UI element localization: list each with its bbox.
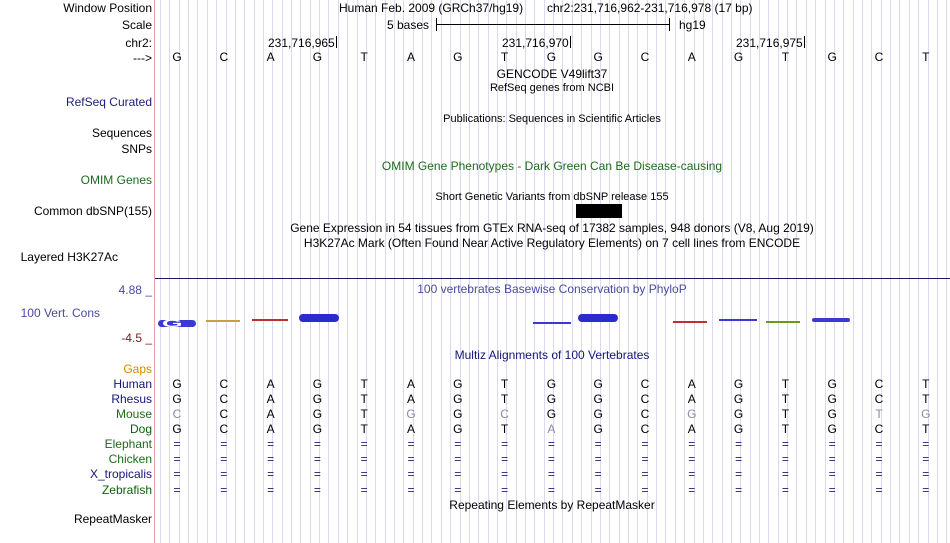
alignment-base: = xyxy=(454,452,462,466)
alignment-base: G xyxy=(172,392,182,406)
alignment-base: T xyxy=(781,377,790,391)
alignment-base: T xyxy=(360,392,368,406)
phylop-mark-7 xyxy=(673,321,707,323)
scale-bar-text: 5 bases xyxy=(387,18,430,32)
reference-base: T xyxy=(360,50,368,64)
reference-base: G xyxy=(733,50,744,64)
alignment-base: G xyxy=(593,392,603,406)
alignment-base: G xyxy=(312,422,323,436)
alignment-base: = xyxy=(828,467,836,481)
alignment-base: = xyxy=(313,483,321,497)
alignment-base: = xyxy=(454,467,462,481)
track-label-refseq[interactable]: RefSeq Curated xyxy=(65,95,152,109)
alignment-base: = xyxy=(688,437,696,451)
alignment-base: = xyxy=(875,437,883,451)
gridline xyxy=(422,0,423,543)
gridline xyxy=(712,0,713,543)
alignment-base: = xyxy=(594,467,602,481)
gridline xyxy=(207,0,208,543)
alignment-base: = xyxy=(547,437,555,451)
coord-tick-3: 231,716,975 xyxy=(736,36,803,50)
track-title-dbsnp[interactable]: Short Genetic Variants from dbSNP release 155 xyxy=(435,191,669,203)
window-position-value: chr2:231,716,962-231,716,978 (17 bp) xyxy=(547,1,753,15)
alignment-base: = xyxy=(407,467,415,481)
alignment-base: = xyxy=(267,437,275,451)
alignment-base: = xyxy=(267,452,275,466)
track-label-gaps[interactable]: Gaps xyxy=(123,362,152,376)
alignment-base: G xyxy=(593,377,603,391)
alignment-base: = xyxy=(688,483,696,497)
alignment-base: C xyxy=(500,407,509,421)
gridline xyxy=(899,0,900,543)
species-label[interactable]: Rhesus xyxy=(111,392,152,406)
alignment-base: T xyxy=(360,422,368,436)
gridline xyxy=(328,0,329,543)
strand-arrow-label[interactable]: ---> xyxy=(133,51,152,65)
alignment-base: = xyxy=(735,483,743,497)
alignment-base: G xyxy=(733,407,744,421)
gridline xyxy=(291,0,292,543)
gridline xyxy=(675,0,676,543)
gridline xyxy=(197,0,198,543)
alignment-base: = xyxy=(922,483,930,497)
alignment-base: G xyxy=(312,392,323,406)
assembly-title: Human Feb. 2009 (GRCh37/hg19) xyxy=(339,1,524,15)
alignment-base: T xyxy=(360,407,368,421)
species-label[interactable]: Dog xyxy=(129,422,152,436)
gridline xyxy=(431,0,432,543)
window-position-label: Window Position xyxy=(63,1,152,15)
track-title-phylop[interactable]: 100 vertebrates Basewise Conservation by PhyloP xyxy=(417,282,687,296)
alignment-base: = xyxy=(735,467,743,481)
track-title-multiz[interactable]: Multiz Alignments of 100 Vertebrates xyxy=(454,348,650,362)
alignment-base: C xyxy=(172,407,182,421)
track-title-refseq[interactable]: RefSeq genes from NCBI xyxy=(489,82,615,94)
alignment-base: = xyxy=(641,467,649,481)
alignment-base: = xyxy=(313,437,321,451)
alignment-base: G xyxy=(546,407,557,421)
alignment-base: = xyxy=(173,483,181,497)
alignment-base: A xyxy=(687,392,696,406)
alignment-base: = xyxy=(641,437,649,451)
track-label-snps[interactable]: SNPs xyxy=(121,142,152,156)
alignment-base: T xyxy=(781,392,790,406)
alignment-base: G xyxy=(827,422,837,436)
alignment-base: = xyxy=(220,467,228,481)
alignment-base: = xyxy=(828,452,836,466)
alignment-base: T xyxy=(922,377,930,391)
alignment-base: G xyxy=(921,407,931,421)
gridline xyxy=(394,0,395,543)
alignment-base: = xyxy=(547,452,555,466)
phylop-mark-2 xyxy=(206,320,240,322)
alignment-base: = xyxy=(688,452,696,466)
alignment-base: C xyxy=(874,392,884,406)
reference-base: G xyxy=(312,50,323,64)
scale-bar xyxy=(436,18,670,32)
alignment-base: G xyxy=(312,407,323,421)
label-divider xyxy=(154,0,155,543)
alignment-base: A xyxy=(406,422,415,436)
phylop-mark-6 xyxy=(578,314,618,322)
coord-tick-2: 231,716,970 xyxy=(502,36,569,50)
gridline xyxy=(347,0,348,543)
reference-base: C xyxy=(640,50,650,64)
alignment-base: = xyxy=(594,483,602,497)
alignment-base: C xyxy=(219,392,229,406)
reference-base: G xyxy=(593,50,603,64)
alignment-base: = xyxy=(220,452,228,466)
phylop-mark-5 xyxy=(533,322,571,324)
species-label[interactable]: Human xyxy=(113,377,152,391)
phylop-letter-1: G xyxy=(162,318,183,330)
gridline xyxy=(469,0,470,543)
gridline xyxy=(815,0,816,543)
alignment-base: = xyxy=(641,452,649,466)
species-label[interactable]: X_tropicalis xyxy=(89,467,152,481)
gridline xyxy=(385,0,386,543)
track-label-sequences[interactable]: Sequences xyxy=(91,126,152,140)
alignment-base: C xyxy=(640,392,650,406)
alignment-base: = xyxy=(360,467,368,481)
alignment-base: = xyxy=(547,467,555,481)
alignment-base: = xyxy=(781,467,789,481)
phylop-ymax-label: 4.88 _ xyxy=(118,283,152,297)
alignment-base: A xyxy=(547,422,556,436)
reference-base: A xyxy=(406,50,415,64)
gridline xyxy=(946,0,947,543)
alignment-base: = xyxy=(688,467,696,481)
dbsnp-variant-block[interactable] xyxy=(576,204,622,218)
track-separator xyxy=(155,278,950,279)
alignment-base: A xyxy=(266,422,275,436)
alignment-base: = xyxy=(922,437,930,451)
gridline xyxy=(338,0,339,543)
gridline xyxy=(628,0,629,543)
alignment-base: G xyxy=(312,377,323,391)
gridline xyxy=(937,0,938,543)
alignment-base: = xyxy=(407,483,415,497)
species-label[interactable]: Elephant xyxy=(104,437,152,451)
alignment-base: T xyxy=(360,377,368,391)
alignment-base: G xyxy=(687,407,697,421)
alignment-base: A xyxy=(406,392,415,406)
phylop-mark-3 xyxy=(252,319,288,321)
alignment-base: G xyxy=(453,422,463,436)
alignment-base: = xyxy=(781,452,789,466)
coord-tick-1: 231,716,965 xyxy=(268,36,335,50)
alignment-base: G xyxy=(406,407,416,421)
alignment-base: = xyxy=(735,437,743,451)
gridline xyxy=(375,0,376,543)
gridline xyxy=(843,0,844,543)
alignment-base: G xyxy=(546,392,557,406)
alignment-base: = xyxy=(594,437,602,451)
alignment-base: = xyxy=(501,483,509,497)
alignment-base: T xyxy=(500,392,509,406)
alignment-base: = xyxy=(407,437,415,451)
scale-label: Scale xyxy=(121,18,152,32)
gridline xyxy=(300,0,301,543)
alignment-base: = xyxy=(922,452,930,466)
alignment-base: = xyxy=(454,437,462,451)
gridline xyxy=(703,0,704,543)
gridline xyxy=(806,0,807,543)
alignment-base: G xyxy=(827,407,837,421)
alignment-base: T xyxy=(875,407,883,421)
track-title-repeatmasker[interactable]: Repeating Elements by RepeatMasker xyxy=(449,498,655,512)
alignment-base: = xyxy=(922,467,930,481)
reference-base: G xyxy=(172,50,182,64)
alignment-base: = xyxy=(828,483,836,497)
reference-base: G xyxy=(827,50,837,64)
alignment-base: G xyxy=(827,377,837,391)
track-label-vert-cons[interactable]: 100 Vert. Cons xyxy=(20,306,100,320)
gridline xyxy=(759,0,760,543)
alignment-base: = xyxy=(220,437,228,451)
alignment-base: = xyxy=(501,437,509,451)
alignment-base: = xyxy=(267,467,275,481)
alignment-base: T xyxy=(922,392,930,406)
alignment-base: C xyxy=(219,422,229,436)
alignment-base: G xyxy=(593,407,603,421)
track-label-omim[interactable]: OMIM Genes xyxy=(80,173,152,187)
alignment-base: G xyxy=(172,377,182,391)
gridline xyxy=(254,0,255,543)
alignment-base: = xyxy=(360,437,368,451)
alignment-base: = xyxy=(641,483,649,497)
track-title-h3k27ac[interactable]: H3K27Ac Mark (Often Found Near Active Regulatory Elements) on 7 cell lines from ENCODE xyxy=(303,236,801,250)
gridline xyxy=(188,0,189,543)
track-label-layered-h3k27ac[interactable]: Layered H3K27Ac xyxy=(20,250,118,264)
scale-assembly: hg19 xyxy=(679,18,706,32)
gridline xyxy=(722,0,723,543)
gridline xyxy=(488,0,489,543)
alignment-base: = xyxy=(547,483,555,497)
alignment-base: = xyxy=(313,452,321,466)
alignment-base: = xyxy=(313,467,321,481)
gridline xyxy=(441,0,442,543)
alignment-base: = xyxy=(267,483,275,497)
gridline xyxy=(862,0,863,543)
alignment-base: T xyxy=(781,407,790,421)
alignment-base: G xyxy=(453,407,463,421)
gridline xyxy=(656,0,657,543)
alignment-base: A xyxy=(687,422,696,436)
alignment-base: C xyxy=(874,377,884,391)
reference-base: A xyxy=(687,50,696,64)
gridline xyxy=(909,0,910,543)
alignment-base: C xyxy=(640,422,650,436)
alignment-base: G xyxy=(733,422,744,436)
gridline xyxy=(244,0,245,543)
reference-base: T xyxy=(922,50,930,64)
alignment-base: = xyxy=(220,483,228,497)
gridline xyxy=(890,0,891,543)
alignment-base: T xyxy=(781,422,790,436)
track-title-omim[interactable]: OMIM Gene Phenotypes - Dark Green Can Be Disease-causing xyxy=(381,159,723,173)
gridline xyxy=(478,0,479,543)
chromosome-label: chr2: xyxy=(125,36,152,50)
alignment-base: C xyxy=(874,422,884,436)
alignment-base: = xyxy=(875,452,883,466)
alignment-base: A xyxy=(687,377,696,391)
reference-base: A xyxy=(266,50,275,64)
gridline xyxy=(160,0,161,543)
species-label[interactable]: Chicken xyxy=(108,452,152,466)
gridline xyxy=(768,0,769,543)
alignment-base: G xyxy=(172,422,182,436)
alignment-base: = xyxy=(407,452,415,466)
alignment-base: A xyxy=(266,377,275,391)
phylop-mark-10 xyxy=(812,318,850,322)
alignment-base: C xyxy=(219,407,229,421)
gridline xyxy=(619,0,620,543)
alignment-base: = xyxy=(454,483,462,497)
alignment-base: = xyxy=(173,467,181,481)
alignment-base: G xyxy=(733,377,744,391)
alignment-base: A xyxy=(266,407,275,421)
alignment-base: = xyxy=(828,437,836,451)
gridline xyxy=(853,0,854,543)
reference-base: G xyxy=(546,50,557,64)
alignment-base: = xyxy=(875,467,883,481)
gridline xyxy=(235,0,236,543)
alignment-base: C xyxy=(640,407,650,421)
track-title-publications[interactable]: Publications: Sequences in Scientific Articles xyxy=(443,113,661,125)
alignment-base: = xyxy=(173,437,181,451)
track-title-gencode[interactable]: GENCODE V49lift37 xyxy=(496,67,608,81)
alignment-base: T xyxy=(922,422,930,436)
gridline xyxy=(750,0,751,543)
reference-base: T xyxy=(781,50,790,64)
alignment-base: = xyxy=(360,452,368,466)
alignment-base: G xyxy=(546,377,557,391)
alignment-base: = xyxy=(501,452,509,466)
alignment-base: T xyxy=(500,422,509,436)
alignment-base: C xyxy=(219,377,229,391)
alignment-base: G xyxy=(453,392,463,406)
gridline xyxy=(665,0,666,543)
alignment-base: = xyxy=(735,452,743,466)
phylop-mark-4 xyxy=(299,314,339,322)
alignment-base: G xyxy=(733,392,744,406)
alignment-base: = xyxy=(875,483,883,497)
reference-base: T xyxy=(500,50,509,64)
alignment-base: G xyxy=(453,377,463,391)
alignment-base: C xyxy=(640,377,650,391)
alignment-base: = xyxy=(173,452,181,466)
species-label[interactable]: Zebrafish xyxy=(101,483,152,497)
phylop-mark-8 xyxy=(719,319,757,321)
alignment-base: A xyxy=(266,392,275,406)
gridline xyxy=(282,0,283,543)
track-title-gtex[interactable]: Gene Expression in 54 tissues from GTEx RNA-seq of 17382 samples, 948 donors (V8, Aug 2019) xyxy=(290,221,814,235)
track-label-repeatmasker[interactable]: RepeatMasker xyxy=(73,512,152,526)
alignment-base: T xyxy=(500,377,509,391)
reference-base: G xyxy=(453,50,463,64)
phylop-mark-9 xyxy=(766,321,800,323)
reference-base: C xyxy=(219,50,229,64)
alignment-base: = xyxy=(501,467,509,481)
alignment-base: G xyxy=(593,422,603,436)
species-label[interactable]: Mouse xyxy=(115,407,152,421)
alignment-base: G xyxy=(827,392,837,406)
alignment-base: A xyxy=(406,377,415,391)
alignment-base: = xyxy=(781,483,789,497)
alignment-base: = xyxy=(360,483,368,497)
track-label-common-dbsnp[interactable]: Common dbSNP(155) xyxy=(33,204,152,218)
reference-base: C xyxy=(874,50,884,64)
alignment-base: = xyxy=(781,437,789,451)
gridline xyxy=(796,0,797,543)
phylop-ymin-label: -4.5 _ xyxy=(121,331,152,345)
alignment-base: = xyxy=(594,452,602,466)
